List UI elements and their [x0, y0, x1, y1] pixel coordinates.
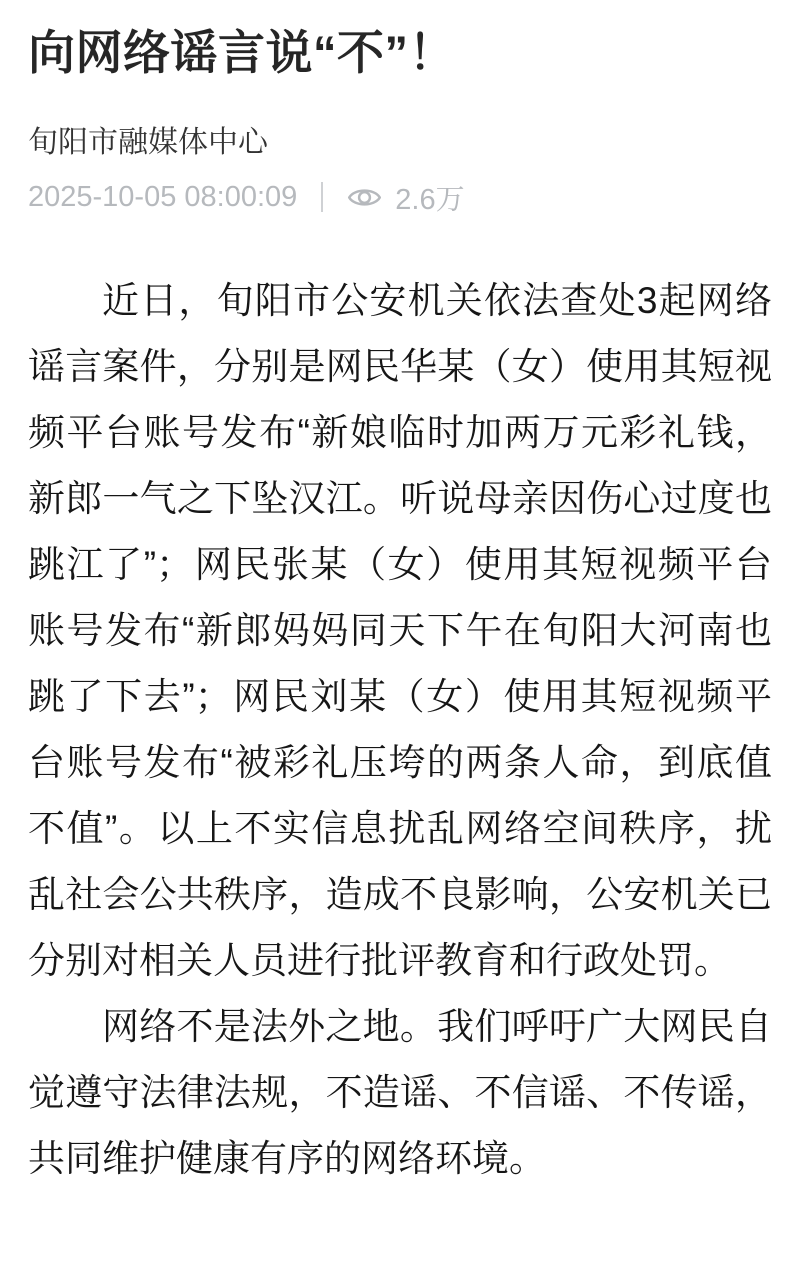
article-source[interactable]: 旬阳市融媒体中心 — [28, 125, 268, 159]
article-title: 向网络谣言说“不”！ — [28, 26, 456, 79]
meta-divider — [321, 182, 323, 212]
article-paragraph: 网络不是法外之地。我们呼吁广大网民自觉遵守法律法规，不造谣、不信谣、不传谣，共同维护健康有序的网络环境。 — [28, 1005, 772, 1179]
article-meta — [28, 177, 772, 218]
view-count: 2.6万 — [395, 183, 465, 216]
view-counter — [347, 177, 464, 218]
article-body — [28, 268, 772, 1192]
article-paragraph: 近日，旬阳市公安机关依法查处3起网络谣言案件，分别是网民华某（女）使用其短视频平台账号发布“新娘临时加两万元彩礼钱，新郎一气之下坠汉江。听说母亲因伤心过度也跳江了”；网民张某（女）使用其短视频平台账号发布“新郎妈妈同天下午在旬阳大河南也跳了下去”；网民刘某（女）使用其短视频平台账号发布“被彩礼压垮的两条人命，到底值不值”。以上不实信息扰乱网络空间秩序，扰乱社会公共秩序，造成不良影响，公安机关已分别对相关人员进行批评教育和行政处罚。 — [28, 279, 772, 981]
eye-icon — [347, 184, 382, 211]
publish-time: 2025-10-05 08:00:09 — [28, 180, 298, 213]
